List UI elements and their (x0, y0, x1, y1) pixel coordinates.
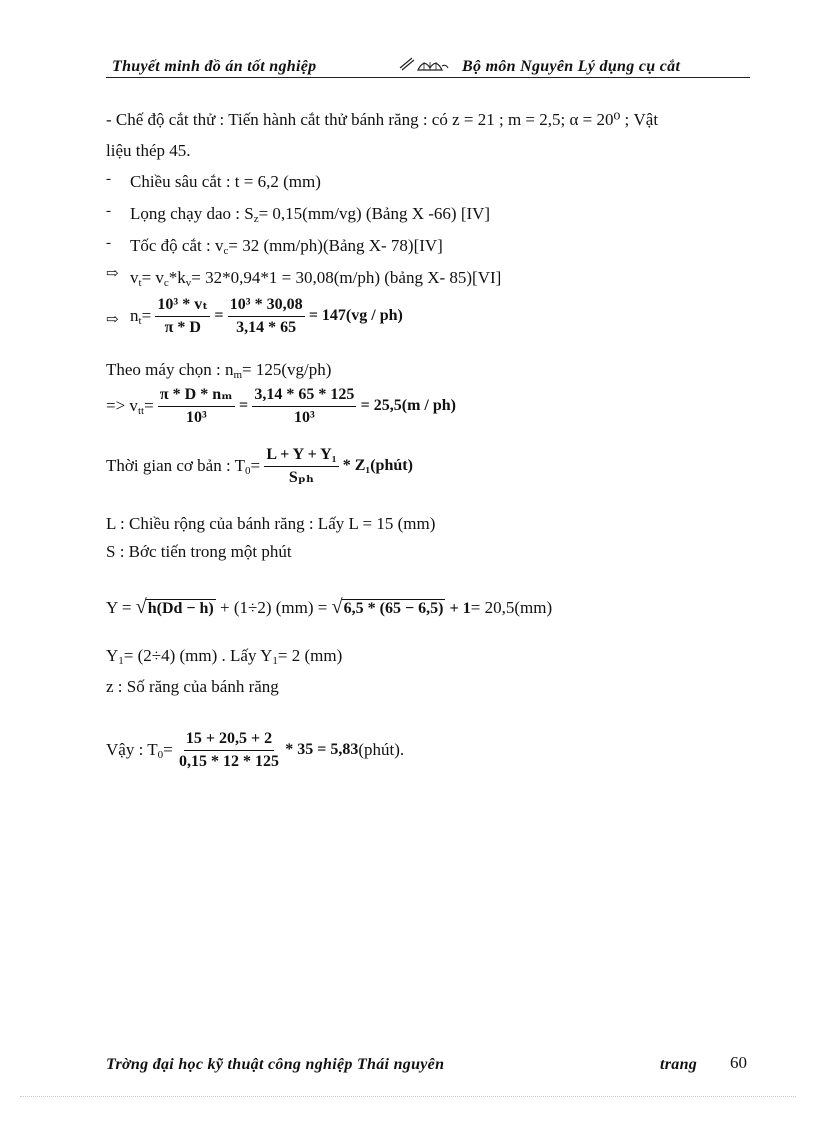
book-pen-icon (398, 54, 450, 79)
cutting-regime-line: - Chế độ cắt thử : Tiến hành cắt thử bánh răng : có z = 21 ; m = 2,5; α = 20⁰ ; Vật (106, 110, 659, 129)
material-line: liệu thép 45. (106, 141, 191, 160)
final-fraction: $\frac{15 + 20,5 + 2}{0,15 * 12 * 125}$ (178, 730, 279, 770)
basic-time-formula: Thời gian cơ bản : $T_0=$ $\frac{\text{L + Y + Y₁}}{\text{Sₚₕ}}$ * Z₁(phút) (106, 446, 413, 486)
vtt-formula: => $v_{tt}=$ $\frac{\text{π * D * nₘ}}{\text{10³}}$ = $\frac{3,14 * 65 * 125}{\text{10³}}$ = 25,5(m / ph) (106, 386, 456, 426)
sqrt-1: √ h(Dd − h) (135, 596, 214, 618)
t0-fraction: $\frac{\text{L + Y + Y₁}}{\text{Sₚₕ}}$ (266, 446, 337, 486)
bottom-divider (20, 1096, 796, 1097)
arrow-icon: ⇨ (106, 266, 119, 282)
final-time-formula: Vậy : $T_0=$ $\frac{15 + 20,5 + 2}{0,15 * 12 * 125}$ * 35 = 5,83(phút). (106, 730, 405, 770)
sqrt-2: √ 6,5 * (65 − 6,5) (331, 596, 444, 618)
footer-university: Trờng đại học kỹ thuật công nghiệp Thái nguyên (106, 1056, 445, 1073)
cutting-speed-line: Tốc độ cắt : $v_c= 32$ (mm/ph)(Bảng X- 78)[IV] (130, 236, 443, 257)
footer-page-label: trang (660, 1056, 698, 1073)
teeth-definition: z : Số răng của bánh răng (106, 677, 279, 696)
nt-formula: $n_t=$ $\frac{\text{10³ * vₜ}}{\pi * D}$ = $\frac{\text{10³ * 30,08}}{3,14 * 65}$ = 147(vg / ph) (130, 296, 403, 336)
feed-line: Lọng chạy dao : $S_z= 0,15(mm/vg)$ (Bảng X -66) [IV] (130, 204, 491, 225)
header-rule (106, 77, 750, 78)
header-left-title: Thuyết minh đồ án tốt nghiệp (112, 58, 317, 75)
bullet-marker: - (106, 235, 111, 251)
page-number: 60 (730, 1053, 747, 1072)
length-definition: L : Chiều rộng của bánh răng : Lấy L = 15 (mm) (106, 514, 436, 533)
vtt-fraction-1: $\frac{\text{π * D * nₘ}}{\text{10³}}$ (159, 386, 233, 426)
feed-definition: S : Bớc tiến trong một phút (106, 542, 292, 561)
depth-of-cut-line: Chiều sâu cắt : t = 6,2 (mm) (130, 172, 321, 191)
bullet-marker: - (106, 171, 111, 187)
y1-line: $Y_1= (2\div 4)$ (mm) . Lấy $Y_1= 2$ (mm) (106, 646, 343, 667)
arrow-icon: ⇨ (106, 312, 119, 328)
vtt-fraction-2: $\frac{3,14 * 65 * 125}{\text{10³}}$ (254, 386, 355, 426)
bullet-marker: - (106, 203, 111, 219)
y-formula: Y = √ h(Dd − h) + (1÷2) (mm) = √ 6,5 * (65 − 6,5) + 1= 20,5(mm) (106, 596, 553, 618)
nt-fraction-2: $\frac{\text{10³ * 30,08}}{3,14 * 65}$ (229, 296, 303, 336)
machine-choice-line: Theo máy chọn : $n_m= 125(vg/ph)$ (106, 360, 332, 381)
header-right-title: Bộ môn Nguyên Lý dụng cụ cắt (462, 58, 681, 75)
vt-formula-line: $v_t= v_c*k_v= 32*0,94*1 = 30,08(m/ph)$ (bảng X- 85)[VI] (130, 268, 502, 289)
nt-fraction-1: $\frac{\text{10³ * vₜ}}{\pi * D}$ (157, 296, 209, 336)
